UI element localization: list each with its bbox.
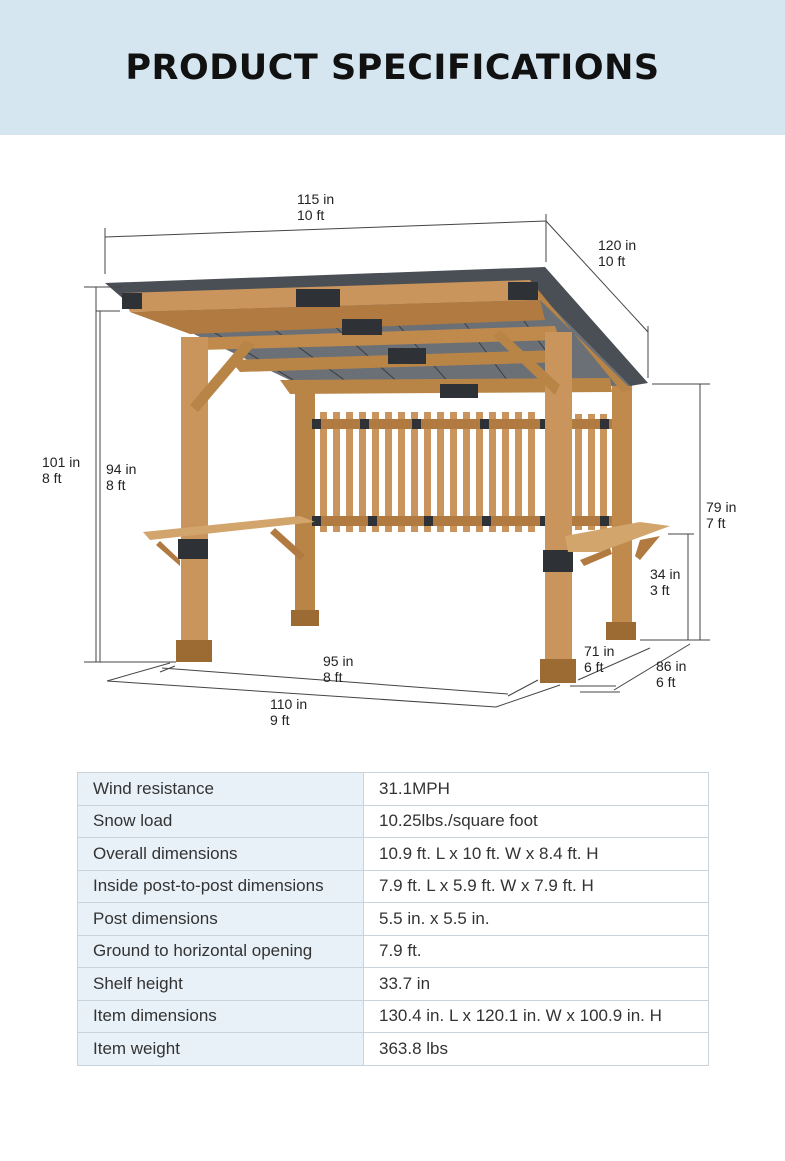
top-width-in: 115 in <box>297 191 335 207</box>
outer-width-in: 110 in <box>270 696 308 712</box>
header-banner <box>0 0 785 135</box>
table-row <box>78 903 709 936</box>
table-row <box>78 935 709 968</box>
table-row <box>78 838 709 871</box>
spec-label: Item weight <box>78 1033 364 1066</box>
back-post-height-ft: 7 ft <box>706 515 726 531</box>
table-row <box>78 773 709 806</box>
spec-value: 10.25lbs./square foot <box>364 805 709 838</box>
spec-value: 7.9 ft. L x 5.9 ft. W x 7.9 ft. H <box>364 870 709 903</box>
spec-value: 33.7 in <box>364 968 709 1001</box>
spec-label: Ground to horizontal opening <box>78 935 364 968</box>
table-row <box>78 805 709 838</box>
table-row <box>78 968 709 1001</box>
shelf-height-in: 34 in <box>650 566 681 582</box>
spec-value: 31.1MPH <box>364 773 709 806</box>
page-title: PRODUCT SPECIFICATIONS <box>125 48 660 88</box>
spec-label: Inside post-to-post dimensions <box>78 870 364 903</box>
spec-label: Shelf height <box>78 968 364 1001</box>
inner-depth-ft: 6 ft <box>584 659 604 675</box>
gazebo-dimension-diagram <box>0 140 785 760</box>
top-width-ft: 10 ft <box>297 207 325 223</box>
specifications-table <box>77 772 709 1066</box>
outer-depth-ft: 6 ft <box>656 674 676 690</box>
spec-label: Overall dimensions <box>78 838 364 871</box>
outer-depth-in: 86 in <box>656 658 687 674</box>
spec-label: Snow load <box>78 805 364 838</box>
top-depth-in: 120 in <box>598 237 637 253</box>
table-row <box>78 1000 709 1033</box>
spec-label: Item dimensions <box>78 1000 364 1033</box>
back-post-height-in: 79 in <box>706 499 737 515</box>
spec-value: 10.9 ft. L x 10 ft. W x 8.4 ft. H <box>364 838 709 871</box>
inner-width-in: 95 in <box>323 653 354 669</box>
table-row <box>78 870 709 903</box>
total-height-in: 101 in <box>42 454 81 470</box>
spec-label: Post dimensions <box>78 903 364 936</box>
spec-label: Wind resistance <box>78 773 364 806</box>
outer-width-ft: 9 ft <box>270 712 290 728</box>
front-post-height-ft: 8 ft <box>106 477 126 493</box>
table-row <box>78 1033 709 1066</box>
top-depth-ft: 10 ft <box>598 253 626 269</box>
spec-value: 5.5 in. x 5.5 in. <box>364 903 709 936</box>
inner-depth-in: 71 in <box>584 643 615 659</box>
spec-value: 130.4 in. L x 120.1 in. W x 100.9 in. H <box>364 1000 709 1033</box>
front-post-height-in: 94 in <box>106 461 137 477</box>
total-height-ft: 8 ft <box>42 470 62 486</box>
shelf-height-ft: 3 ft <box>650 582 670 598</box>
spec-value: 7.9 ft. <box>364 935 709 968</box>
pergola-illustration <box>105 267 670 683</box>
inner-width-ft: 8 ft <box>323 669 343 685</box>
spec-value: 363.8 lbs <box>364 1033 709 1066</box>
